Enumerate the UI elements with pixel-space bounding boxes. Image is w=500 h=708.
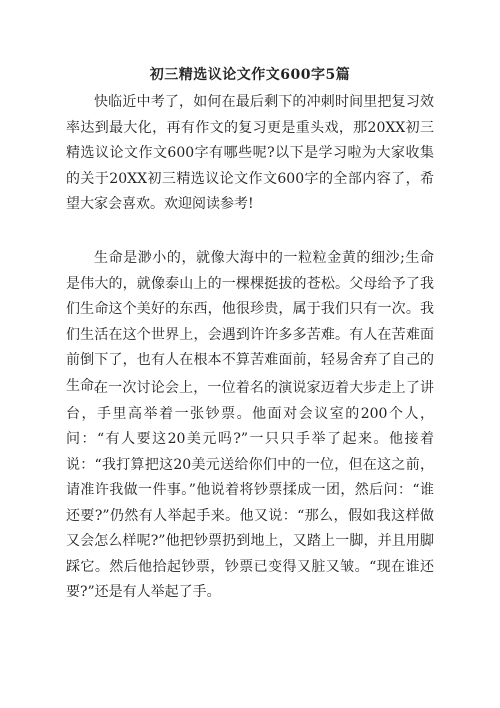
paragraph-story: 在一次讨论会上，一位着名的演说家迈着大步走上了讲台，手里高举着一张钞票。他面对会议室的200个人，问：“有人要这20美元吗?”一只只手举了起来。他接着说：“我打算把这20美元送给你们中的一位，但在这之前，请准许我做一件事。”他说着将钞票揉成一团，然后问：“谁还要?”仍然有人举起手来。他又说：“那么，假如我这样做又会怎么样呢?”他把钞票扔到地上，又踏上一脚，并且用脚踩它。然后他拾起钞票，钞票已变得又脏又皱。“现在谁还要?”还是有人举起了手。 (66, 380, 434, 600)
paragraph-life: 生命是渺小的，就像大海中的一粒粒金黄的细沙;生命是伟大的，就像泰山上的一棵棵挺拔的苍松。父母给予了我们生命这个美好的东西，他很珍贵，属于我们只有一次。我们生活在这个世界上，会遇到许许多多苦难。有人在苦难面前倒下了，也有人在根本不算苦难面前，轻易舍弃了自己的生命。 (66, 250, 434, 394)
paragraph-intro: 快临近中考了，如何在最后剩下的冲刺时间里把复习效率达到最大化，再有作文的复习更是重头戏，那20XX初三精选议论文作文600字有哪些呢?以下是学习啦为大家收集的关于20XX初三精选议论文作文600字的全部内容了，希望大家会喜欢。欢迎阅读参考! (66, 94, 434, 212)
document-title: 初三精选议论文作文600字5篇 (149, 67, 351, 83)
